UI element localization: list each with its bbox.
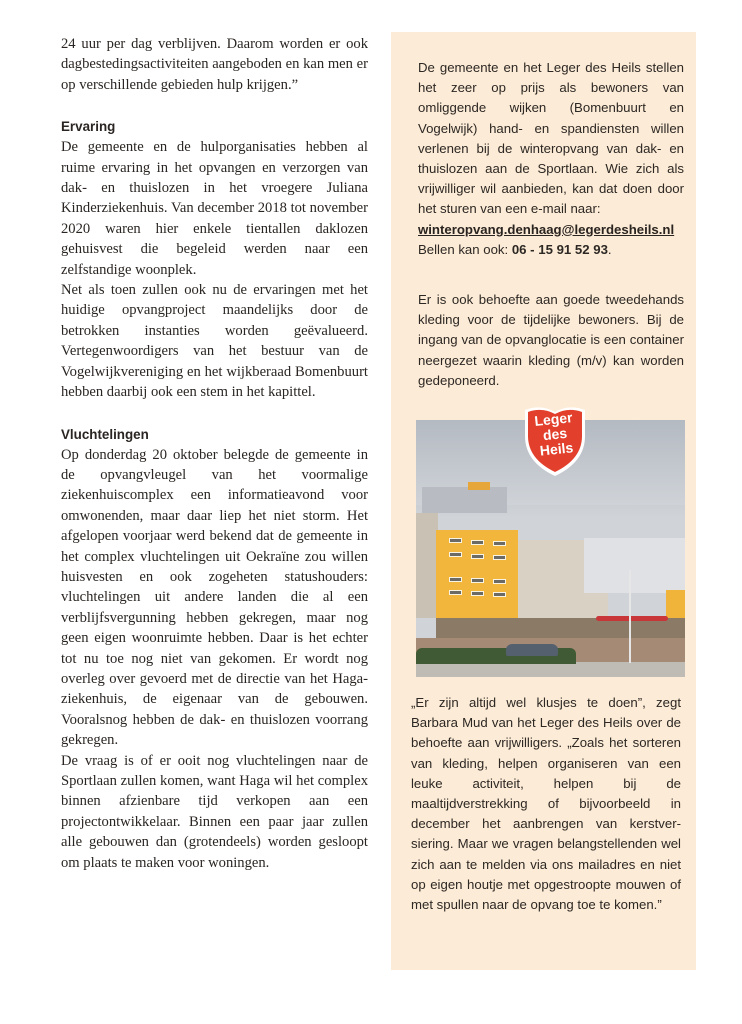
clothing-info-block: Er is ook behoefte aan goede tweedehands kleding voor de tijdelijke bewoners. Bij de ingang van de opvanglocatie is een container neergezet waarin kleding (m/v) kan worden gedeponeerd. bbox=[418, 292, 684, 388]
vluchtelingen-paragraph-2: De vraag is of er ooit nog vluchtelingen naar de Sportlaan zullen komen, want Haga wil het complex binnen afzienbare tijd verkopen aan een projectontwikkelaar. Binnen een paar jaar zullen alle gebouwen dan (grotendeels) worden gesloopt om plaats te maken voor woningen. bbox=[61, 752, 368, 871]
volunteer-quote: „Er zijn altijd wel klusjes te doen”, zegt Barbara Mud van het Leger des Heils over de behoefte aan vrijwilligers. „Zoals het sorteren van kleding, helpen organiseren van een leuke activiteit, helpen bij de maaltijdverstrekking of bijvoorbeeld in december het aanbrengen van kerstversiering. Maar we vragen belangstellenden wel zich aan te melden via ons mailadres en niet op eigen houtje met opgestroopte mouwen of met spullen naar de opvang toe te komen.” bbox=[411, 695, 681, 913]
volunteer-text: De gemeente en het Leger des Heils stellen het zeer op prijs als bewoners van omliggende wijken (Bomenbuurt en Vogelwijk) hand- en spandiensten willen verlenen bij de winteropvang van dak- en thuislozen aan de Sportlaan. Wie zich als vrijwilliger wil aanbieden, kan dat doen door het sturen van een e-mail naar: bbox=[418, 60, 684, 217]
logo-text: Leger des Heils bbox=[533, 409, 574, 459]
vluchtelingen-paragraph-1: Op donderdag 20 oktober belegde de gemeente in de opvangvleugel van het voormalige ziekenhuiscomplex een informatieavond voor omwonenden, maar daar liep het niet storm. Het afgelopen voorjaar werd bekend dat de gemeente in het complex vluchtelingen uit Oekraïne zou willen huisvesten en ook zogeheten statushouders: vluchtelingen uit andere landen die al een verblijfsvergunning hebben gekregen, maar nog geen eigen woonruimte hebben. Daar is het echter tot nu toe nog niet van gekomen. Er wordt nog overleg over gevoerd met de directie van het Haga-ziekenhuis, de eigenaar van de gebouwen. Vooralsnog hebben de dak- en thuislozen voorrang gekregen. bbox=[61, 446, 368, 749]
section-heading-vluchtelingen: Vluchtelingen bbox=[61, 426, 149, 442]
volunteer-info-block: De gemeente en het Leger des Heils stellen het zeer op prijs als bewoners van omliggende wijken (Bomenbuurt en Vogelwijk) hand- en spandiensten willen verlenen bij de winteropvang van dak- en thuislozen aan de Sportlaan. Wie zich als vrijwilliger wil aanbieden, kan dat doen door het sturen van een e-mail naar: winteropvang.denhaag@legerdesheils.nl Bellen kan ook: 06 - 15 91 52 93. bbox=[418, 60, 684, 257]
section-heading-ervaring: Ervaring bbox=[61, 119, 116, 135]
intro-paragraph: 24 uur per dag verblijven. Daarom worden er ook dagbestedingsactiviteiten aangeboden en kan men er op verschillende gebieden hulp krijgen.” bbox=[61, 36, 368, 93]
email-link[interactable]: winteropvang.denhaag@legerdesheils.nl bbox=[418, 221, 675, 237]
phone-label: Bellen kan ook: bbox=[418, 241, 512, 257]
ervaring-paragraph-1: De gemeente en de hulporganisaties hebben al ruime ervaring in het opvangen en verzorgen van dak- en thuislozen in het vroegere Juliana Kinderziekenhuis. Van december 2018 tot november 2020 waren hier enkele tientallen daklozen gehuisvest die begeleid werden naar een zelfstandige woonplek. bbox=[61, 139, 368, 278]
volunteer-sidebar bbox=[391, 32, 696, 970]
phone-number[interactable]: 06 - 15 91 52 93 bbox=[511, 241, 608, 257]
leger-des-heils-logo bbox=[521, 402, 589, 478]
article-column bbox=[61, 34, 368, 873]
ervaring-paragraph-2: Net als toen zullen ook nu de ervaringen met het huidige opvangproject maandelijks door de betrokken instanties worden geëvalueerd. Vertegenwoordigers van het bestuur van de Vogelwijkvereniging en het wijkberaad Bomenbuurt hebben daarbij ook een stem in het kapittel. bbox=[61, 282, 368, 401]
